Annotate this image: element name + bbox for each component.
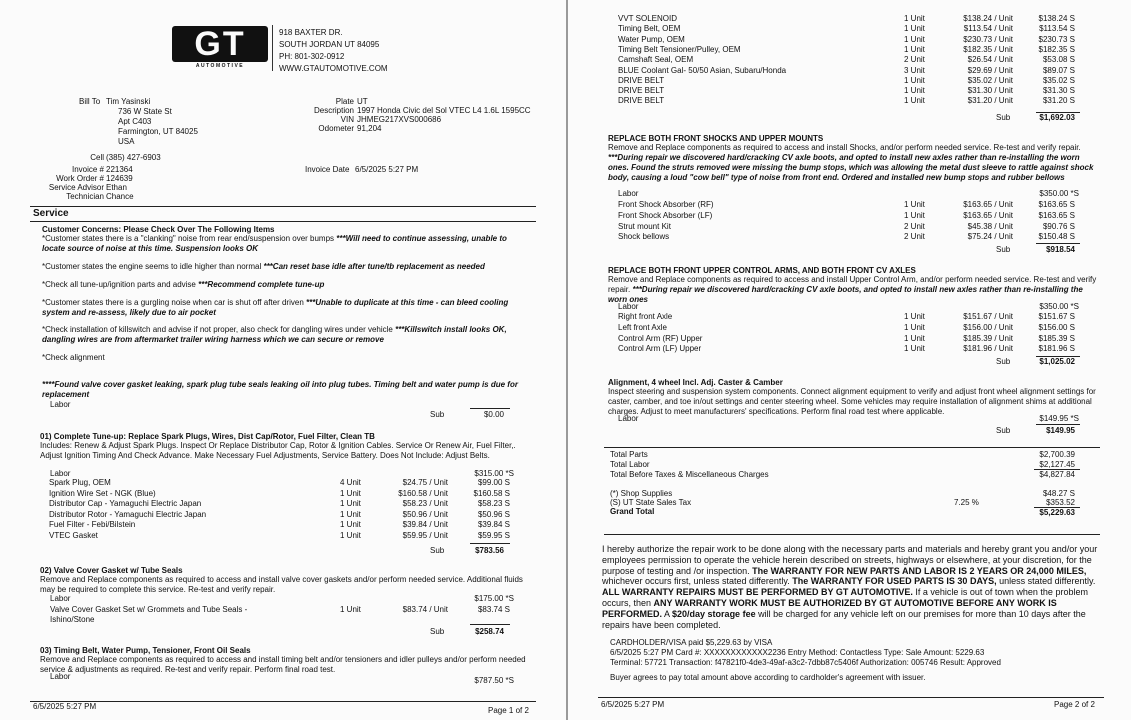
footer-page-number-2: Page 2 of 2	[1054, 700, 1095, 709]
part-total: $35.02 S	[1042, 75, 1075, 85]
concern-5: *Check installation of killswitch and advise if not proper, also check for dangling wires under vehicle ***Killswitch install looks OK, dangling wires are from aftermarket trailer wiring harness which we can secure or remove	[42, 325, 507, 344]
job4-description: Remove and Replace components as required to access and install Shocks, and/or perform needed service. Re-test and verify repair. ***During repair we discovered hard/cracking CV axle boots, and opted to install new axles rather than re-installing the worn ones. Found the struts removed were missing the bump stops, which was allowing the metal dust sleeve to rattle against shock body, causing a loud "cow bell" type of noise from front end. Ordered and installed new bump stops and rubber bellows	[608, 143, 1094, 182]
vin-value: JHMEG217XVS000686	[357, 115, 442, 124]
part-name: Fuel Filter - Febi/Bilstein	[49, 520, 136, 529]
part-row	[568, 334, 1131, 344]
part-unit-price: $156.00 / Unit	[963, 322, 1013, 332]
part-unit-price: $26.54 / Unit	[967, 55, 1013, 65]
part-total: $156.00 S	[1038, 322, 1075, 332]
part-name: Distributor Rotor - Yamaguchi Electric Japan	[49, 509, 207, 519]
part-unit-price: $151.67 / Unit	[963, 312, 1013, 321]
job5-description: Remove and Replace components as required to access and install Upper Control Arm, and/or perform needed service. Re-test and verify repair. ***During repair we discovered hard/cracking CV axle boots, and opted to install new axles rather than re-installing the worn ones	[608, 275, 1097, 304]
part-total: $138.24 S	[1038, 14, 1075, 23]
grand-total-value: $5,229.63	[1039, 508, 1075, 517]
invoice-number-label: Invoice #	[71, 165, 104, 174]
part-name: Left front Axle	[618, 322, 667, 332]
job2-description: Remove and Replace components as required to access and install valve cover gaskets and/or perform needed service. Additional fluids may be required to complete this service. Re-test and verify repair.	[40, 575, 523, 594]
job4-labor-label: Labor	[618, 189, 639, 198]
part-row	[568, 35, 1131, 45]
part-name: Timing Belt Tensioner/Pulley, OEM	[618, 44, 741, 54]
job1-sub-label: Sub	[430, 546, 445, 555]
section-rule	[30, 206, 536, 207]
sales-tax-value: $353.52	[1046, 498, 1075, 507]
part-name: Control Arm (RF) Upper	[618, 333, 703, 343]
job3-labor-label: Labor	[50, 672, 71, 681]
job5-labor-label: Labor	[618, 302, 639, 311]
bill-to-name: Tim Yasinski	[106, 97, 151, 106]
job2-title: 02) Valve Cover Gasket w/ Tube Seals	[40, 566, 183, 575]
part-name: DRIVE BELT	[618, 75, 665, 85]
part-row	[0, 499, 566, 509]
description-label: Description	[313, 106, 354, 115]
part-total: $181.96 S	[1038, 344, 1075, 354]
part-unit-price: $31.20 / Unit	[967, 96, 1013, 106]
part-row	[568, 323, 1131, 333]
part-total: $50.96 S	[477, 509, 510, 519]
part-row	[568, 344, 1131, 354]
part-qty: 1 Unit	[904, 344, 925, 354]
part-unit-price: $50.96 / Unit	[402, 509, 448, 519]
work-order-label: Work Order #	[56, 174, 104, 183]
vin-label: VIN	[340, 115, 354, 124]
part-total: $163.65 S	[1038, 210, 1075, 220]
job3-title: 03) Timing Belt, Water Pump, Tensioner, Front Oil Seals	[40, 646, 251, 655]
part-name: Ignition Wire Set - NGK (Blue)	[49, 488, 156, 498]
concerns-sub-value: $0.00	[483, 410, 504, 419]
job2-sub-rule	[470, 624, 510, 625]
part-name: Right front Axle	[618, 312, 673, 321]
part-unit-price: $24.75 / Unit	[402, 478, 448, 487]
job1-sub-value: $783.56	[475, 546, 504, 555]
part-qty: 1 Unit	[904, 200, 925, 209]
part-total: $160.58 S	[473, 488, 510, 498]
part-qty: 1 Unit	[904, 34, 925, 44]
service-advisor: Ethan	[106, 183, 127, 192]
bill-to-label: Bill To	[79, 97, 101, 106]
part-qty: 1 Unit	[904, 14, 925, 23]
company-phone: PH: 801-302-0912	[279, 52, 345, 61]
part-qty: 1 Unit	[904, 86, 925, 96]
part-unit-price: $58.23 / Unit	[402, 499, 448, 508]
part-row	[0, 478, 566, 488]
part-total: $182.35 S	[1038, 44, 1075, 54]
invoice-number: 221364	[106, 165, 133, 174]
part-name: Spark Plug, OEM	[49, 478, 111, 487]
part-qty: 1 Unit	[340, 499, 361, 508]
work-order-number: 124639	[106, 174, 133, 183]
invoice-date-label: Invoice Date	[305, 165, 350, 174]
job6-sub-rule	[1036, 424, 1080, 425]
footer-rule-2	[598, 697, 1104, 698]
vehicle-description: 1997 Honda Civic del Sol VTEC L4 1.6L 1595CC	[357, 106, 531, 115]
section-title-service: Service	[33, 208, 69, 219]
part-qty: 1 Unit	[904, 322, 925, 332]
part-row	[568, 200, 1131, 210]
job6-labor-value: $149.95 *S	[1039, 414, 1079, 423]
bill-to-apt: Apt C403	[118, 117, 152, 126]
concerns-sub-label: Sub	[430, 410, 445, 419]
part-qty: 1 Unit	[904, 333, 925, 343]
part-total: $39.84 S	[477, 520, 510, 529]
job3-labor-value: $787.50 *S	[474, 676, 514, 685]
part-total: $31.30 S	[1042, 86, 1075, 96]
concerns-labor-label: Labor	[50, 400, 71, 409]
bill-to-street: 736 W State St	[118, 107, 172, 116]
footer-page-number: Page 1 of 2	[488, 706, 529, 715]
part-total: $53.08 S	[1042, 55, 1075, 65]
total-parts-value: $2,700.39	[1039, 450, 1075, 459]
part-qty: 1 Unit	[904, 96, 925, 106]
concern-3: *Check all tune-up/ignition parts and advise ***Recommend complete tune-up	[42, 280, 325, 289]
total-before-tax-value: $4,827.84	[1039, 470, 1075, 479]
invoice-page-2	[568, 0, 1131, 720]
odometer-value: 91,204	[357, 124, 382, 133]
part-row	[0, 520, 566, 530]
part-unit-price: $29.69 / Unit	[967, 65, 1013, 75]
part-total: $90.76 S	[1042, 221, 1075, 231]
sales-tax-label: (S) UT State Sales Tax	[610, 498, 692, 507]
part-qty: 1 Unit	[340, 488, 361, 498]
part-row	[0, 531, 566, 541]
part-unit-price: $230.73 / Unit	[963, 34, 1013, 44]
part-row	[568, 312, 1131, 322]
part-total: $31.20 S	[1042, 96, 1075, 106]
job2-part-total: $83.74 S	[477, 605, 510, 614]
job5-sub-label: Sub	[996, 357, 1011, 366]
part-qty: 2 Unit	[904, 55, 925, 65]
part-qty: 1 Unit	[904, 24, 925, 34]
part-total: $99.00 S	[477, 478, 510, 487]
part-unit-price: $163.65 / Unit	[963, 210, 1013, 220]
footer-date: 6/5/2025 5:27 PM	[33, 702, 97, 711]
job2-labor-label: Labor	[50, 594, 71, 603]
part-row	[568, 14, 1131, 24]
concerns-title: Customer Concerns: Please Check Over The Following Items	[42, 225, 275, 234]
job4-labor-value: $350.00 *S	[1039, 189, 1079, 198]
job3-description: Remove and Replace components as required to access and install timing belt and/or tensioners and idler pulleys and/or perform needed service & adjustments as required. Re-test and verify repair. Perform final road test.	[40, 655, 526, 674]
service-advisor-label: Service Advisor	[48, 183, 104, 192]
company-address-2: SOUTH JORDAN UT 84095	[279, 40, 380, 49]
part-total: $163.65 S	[1038, 200, 1075, 209]
concern-4: *Customer states there is a gurgling noise when car is shut off after driven ***Unable to duplicate at this time - can bleed cooling system and re-assess, likely due to air pocket	[42, 298, 509, 317]
job2-part-name: Valve Cover Gasket Set w/ Grommets and Tube Seals -	[50, 605, 248, 614]
footer-date-2: 6/5/2025 5:27 PM	[601, 700, 665, 709]
part-qty: 1 Unit	[340, 530, 361, 540]
part-unit-price: $59.95 / Unit	[402, 530, 448, 540]
job5-title: REPLACE BOTH FRONT UPPER CONTROL ARMS, AND BOTH FRONT CV AXLES	[608, 266, 916, 275]
part-row	[0, 510, 566, 520]
job4-title: REPLACE BOTH FRONT SHOCKS AND UPPER MOUNTS	[608, 134, 824, 143]
job1-sub-rule	[470, 543, 510, 544]
job2-labor-value: $175.00 *S	[474, 594, 514, 603]
part-name: VTEC Gasket	[49, 530, 98, 540]
part-qty: 1 Unit	[904, 312, 925, 321]
grand-total-label: Grand Total	[610, 507, 655, 516]
shop-supplies-label: (*) Shop Supplies	[610, 489, 673, 498]
part-name: Camshaft Seal, OEM	[618, 55, 694, 65]
part-total: $151.67 S	[1038, 312, 1075, 321]
part-name: Strut mount Kit	[618, 221, 671, 231]
part-unit-price: $185.39 / Unit	[963, 333, 1013, 343]
part-name: VVT SOLENOID	[618, 14, 677, 23]
part-name: Timing Belt, OEM	[618, 24, 681, 34]
total-labor-label: Total Labor	[610, 460, 650, 469]
job2-part-unit: $83.74 / Unit	[402, 605, 448, 614]
part-row	[568, 211, 1131, 221]
part-row	[568, 222, 1131, 232]
job1-labor-label: Labor	[50, 469, 71, 478]
part-row	[568, 76, 1131, 86]
part-qty: 2 Unit	[904, 221, 925, 231]
job2-sub-value: $258.74	[475, 627, 504, 636]
company-address-1: 918 BAXTER DR.	[279, 28, 343, 37]
part-unit-price: $163.65 / Unit	[963, 200, 1013, 209]
job6-title: Alignment, 4 wheel Incl. Adj. Caster & Camber	[608, 378, 783, 387]
logo-mark: GT	[172, 26, 268, 62]
job6-sub-value: $149.95	[1046, 426, 1075, 435]
invoice-date: 6/5/2025 5:27 PM	[355, 165, 419, 174]
part-name: DRIVE BELT	[618, 96, 665, 106]
job2-part-name-2: Ishino/Stone	[50, 615, 95, 624]
part-total: $230.73 S	[1038, 34, 1075, 44]
section-rule-2	[30, 221, 536, 222]
cell-label: Cell	[90, 153, 104, 162]
part-unit-price: $31.30 / Unit	[967, 86, 1013, 96]
job3-sub-label: Sub	[996, 113, 1011, 122]
part-unit-price: $181.96 / Unit	[963, 344, 1013, 354]
job5-labor-value: $350.00 *S	[1039, 302, 1079, 311]
total-labor-value: $2,127.45	[1039, 460, 1075, 469]
job1-title: 01) Complete Tune-up: Replace Spark Plugs, Wires, Dist Cap/Rotor, Fuel Filter, Clean TB	[40, 432, 375, 441]
job1-description: Includes: Renew & Adjust Spark Plugs. Inspect Or Replace Distributor Cap, Rotor & Ignition Cables. Service Or Renew Air, Fuel Filter,. Adjust Ignition Timing And Check Advance. Make Necessary Fuel Adjustments, Service Battery. Does Not Include: Adjust Belts.	[40, 441, 516, 460]
part-row	[568, 66, 1131, 76]
part-unit-price: $113.54 / Unit	[963, 24, 1013, 34]
part-qty: 4 Unit	[340, 478, 361, 487]
part-unit-price: $138.24 / Unit	[963, 14, 1013, 23]
part-name: Control Arm (LF) Upper	[618, 344, 702, 354]
part-name: DRIVE BELT	[618, 86, 665, 96]
job4-sub-label: Sub	[996, 245, 1011, 254]
job4-sub-rule	[1036, 243, 1080, 244]
part-row	[568, 45, 1131, 55]
card-payment-line-2: 6/5/2025 5:27 PM Card #: XXXXXXXXXXXX2236 Entry Method: Contactless Type: Sale Amount: 5229.63	[610, 648, 985, 657]
part-name: Water Pump, OEM	[618, 34, 685, 44]
part-row	[568, 96, 1131, 106]
card-payment-line-1: CARDHOLDER/VISA paid $5,229.63 by VISA	[610, 638, 773, 647]
part-qty: 1 Unit	[904, 75, 925, 85]
job4-sub-value: $918.54	[1046, 245, 1075, 254]
part-name: Front Shock Absorber (LF)	[618, 210, 713, 220]
part-total: $113.54 S	[1039, 24, 1075, 34]
part-name: Shock bellows	[618, 232, 670, 242]
part-name: Distributor Cap - Yamaguchi Electric Japan	[49, 499, 202, 508]
sub-rule	[470, 408, 510, 409]
sales-tax-rate: 7.25 %	[954, 498, 979, 507]
concern-2: *Customer states the engine seems to idle higher than normal ***Can reset base idle after tune/tb replacement as needed	[42, 262, 485, 271]
technician: Chance	[106, 192, 134, 201]
part-row	[568, 24, 1131, 34]
plate-value: UT	[357, 97, 368, 106]
part-qty: 1 Unit	[340, 520, 361, 529]
total-parts-label: Total Parts	[610, 450, 648, 459]
card-payment-line-3: Terminal: 57721 Transaction: f47821f0-4de3-49af-a3c2-7dbb87c5406f Authorization: 005746 Result: Approved	[610, 658, 1001, 667]
job6-sub-label: Sub	[996, 426, 1011, 435]
part-qty: 1 Unit	[340, 509, 361, 519]
bill-to-city: Farmington, UT 84025	[118, 127, 198, 136]
part-row	[568, 55, 1131, 65]
footer-rule	[30, 701, 536, 702]
odometer-label: Odometer	[318, 124, 354, 133]
part-unit-price: $182.35 / Unit	[963, 44, 1013, 54]
part-row	[0, 489, 566, 499]
part-unit-price: $39.84 / Unit	[402, 520, 448, 529]
part-row	[568, 232, 1131, 242]
part-qty: 1 Unit	[904, 44, 925, 54]
job3-sub-value: $1,692.03	[1039, 113, 1075, 122]
part-total: $150.48 S	[1038, 232, 1075, 242]
technician-label: Technician	[66, 192, 104, 201]
total-before-tax-label: Total Before Taxes & Miscellaneous Charges	[610, 470, 769, 479]
company-website: WWW.GTAUTOMOTIVE.COM	[279, 64, 388, 73]
part-unit-price: $35.02 / Unit	[967, 75, 1013, 85]
authorization-rule	[604, 534, 1100, 535]
shop-supplies-value: $48.27 S	[1042, 489, 1075, 498]
part-unit-price: $160.58 / Unit	[398, 488, 448, 498]
logo-subtext: AUTOMOTIVE	[195, 63, 245, 69]
buyer-agreement: Buyer agrees to pay total amount above according to cardholder's agreement with issuer.	[610, 673, 926, 682]
job5-sub-value: $1,025.02	[1039, 357, 1075, 366]
job6-labor-label: Labor	[618, 414, 639, 423]
part-qty: 3 Unit	[904, 65, 925, 75]
job6-description: Inspect steering and suspension system components. Connect alignment equipment to verify and adjust front wheel alignment settings for caster, camber, and toe in/out settings and center steering wheel. Some vehicles may require installation of alignment shims at additional charges. Adjust to meet manufacturers' specifications. Perform final road test where applicable.	[608, 387, 1096, 416]
totals-rule	[604, 447, 1100, 448]
part-name: Front Shock Absorber (RF)	[618, 200, 714, 209]
part-qty: 2 Unit	[904, 232, 925, 242]
company-logo	[172, 26, 268, 70]
cell-value: (385) 427-6903	[106, 153, 161, 162]
part-unit-price: $75.24 / Unit	[967, 232, 1013, 242]
part-total: $59.95 S	[477, 530, 510, 540]
plate-label: Plate	[335, 97, 354, 106]
concern-1: *Customer states there is a "clanking" noise from rear end/suspension over bumps ***Will need to continue assessing, unable to locate source of noise at this time. Suspension looks OK	[42, 234, 507, 253]
header-divider	[272, 25, 273, 71]
job2-part-qty: 1 Unit	[340, 605, 361, 614]
part-unit-price: $45.38 / Unit	[967, 221, 1013, 231]
part-total: $185.39 S	[1038, 333, 1075, 343]
job2-sub-label: Sub	[430, 627, 445, 636]
part-row	[568, 86, 1131, 96]
bill-to-country: USA	[118, 137, 135, 146]
authorization-text: I hereby authorize the repair work to be done along with the necessary parts and materials and hereby grant you and/or your employees permission to operate the vehicle herein described on streets, highways or elsewhere, at your discretion, for the purpose of testing and /or inspection. The WARRANTY FOR NEW PARTS AND LABOR IS 2 YEARS OR 24,000 MILES, whichever occurs first, unless stated differently. The WARRANTY FOR USED PARTS IS 30 DAYS, unless stated differently. ALL WARRANTY REPAIRS MUST BE PERFORMED BY GT AUTOMOTIVE. If a vehicle is out of town when the problem occurs, then ANY WARRANTY WORK MUST BE AUTHORIZED BY GT AUTOMOTIVE BEFORE ANY WORK IS PERFORMED. A $20/day storage fee will be charged for any vehicle left on our premises for more than 10 days after the repairs have been completed.	[602, 544, 1098, 630]
concern-6: *Check alignment	[42, 353, 105, 362]
part-total: $58.23 S	[477, 499, 510, 508]
job1-labor-value: $315.00 *S	[474, 469, 514, 478]
concern-7: ****Found valve cover gasket leaking, spark plug tube seals leaking oil into plug tubes. Timing belt and water pump is due for replacement	[42, 380, 518, 399]
part-total: $89.07 S	[1042, 65, 1075, 75]
part-name: BLUE Coolant Gal- 50/50 Asian, Subaru/Honda	[618, 65, 787, 75]
part-qty: 1 Unit	[904, 210, 925, 220]
